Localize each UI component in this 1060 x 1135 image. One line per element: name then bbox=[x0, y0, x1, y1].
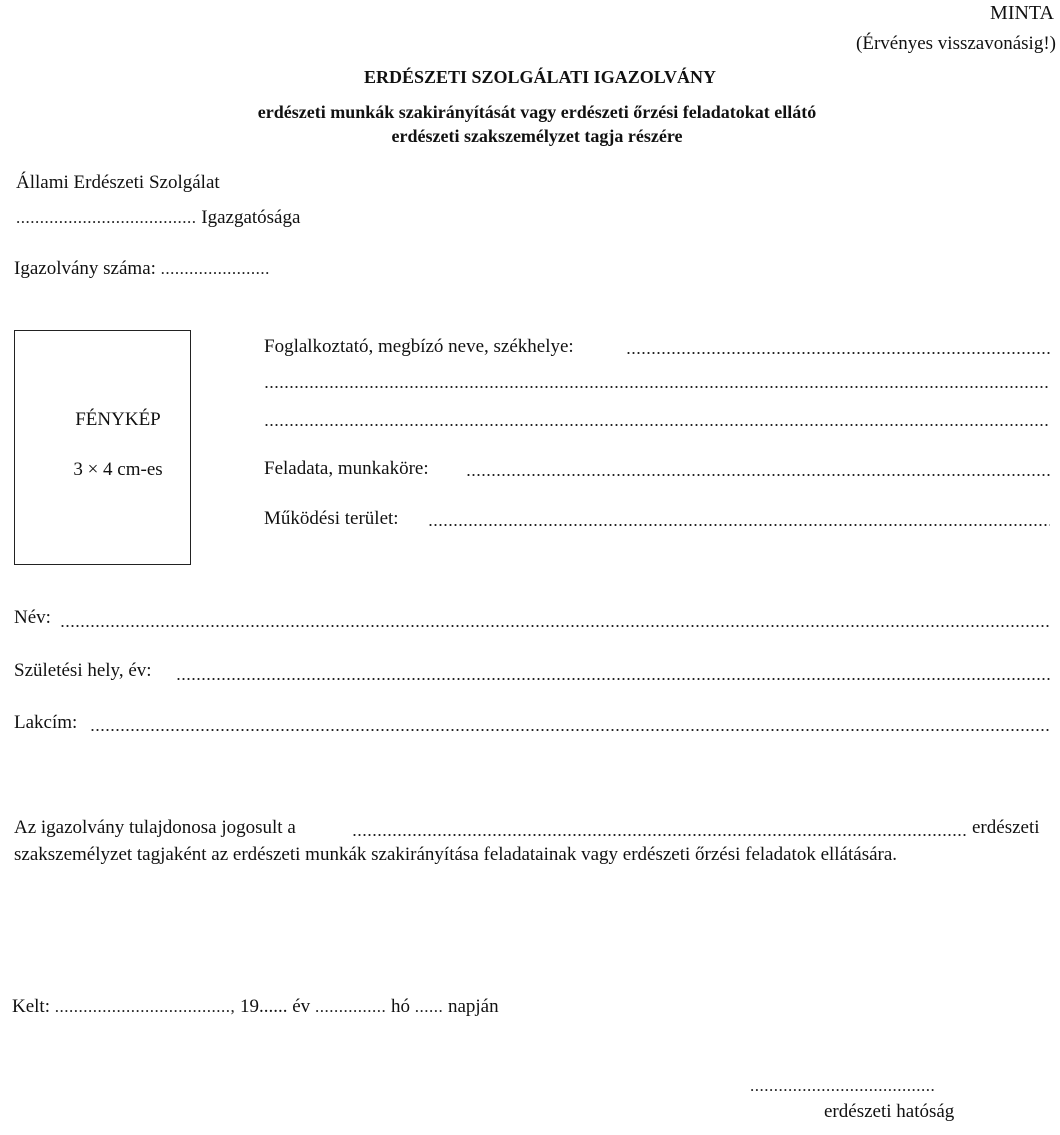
date-place-dots: ....................................., bbox=[54, 997, 236, 1016]
employer-dotline-3 bbox=[264, 424, 1050, 426]
document-title: ERDÉSZETI SZOLGÁLATI IGAZOLVÁNY bbox=[363, 67, 717, 87]
area-dotline bbox=[428, 524, 1050, 526]
directorate-dots: ...................................... bbox=[16, 208, 197, 227]
signature-authority: erdészeti hatóság bbox=[824, 1101, 955, 1122]
photo-label: FÉNYKÉP bbox=[75, 409, 161, 430]
employer-label: Foglalkoztató, megbízó neve, székhelye: bbox=[264, 336, 574, 357]
issuer-organization: Állami Erdészeti Szolgálat bbox=[16, 172, 220, 193]
name-dotline bbox=[60, 625, 1050, 627]
signature-dots: ....................................... bbox=[750, 1076, 936, 1095]
date-year-label: év bbox=[292, 996, 311, 1017]
document-subtitle-line1: erdészeti munkák szakirányítását vagy erdészeti őrzési feladatokat ellátó bbox=[257, 102, 817, 122]
photo-box bbox=[14, 330, 191, 565]
id-number-dots: ....................... bbox=[160, 259, 270, 278]
birth-label: Születési hely, év: bbox=[14, 660, 152, 681]
task-label: Feladata, munkaköre: bbox=[264, 458, 429, 479]
employer-dotline-1 bbox=[626, 352, 1050, 354]
birth-dotline bbox=[176, 678, 1050, 680]
validity-note: (Érvényes visszavonásig!) bbox=[856, 33, 1056, 54]
entitlement-start: Az igazolvány tulajdonosa jogosult a bbox=[14, 817, 296, 838]
date-day-dots: ...... bbox=[414, 997, 444, 1016]
date-year: 19...... bbox=[240, 996, 288, 1017]
directorate-suffix: Igazgatósága bbox=[201, 207, 301, 228]
entitlement-line2: szakszemélyzet tagjaként az erdészeti munkák szakirányítása feladatainak vagy erdészeti őrzési feladatok ellátására. bbox=[14, 844, 898, 865]
task-dotline bbox=[466, 474, 1050, 476]
directorate-line bbox=[16, 207, 300, 229]
date-day-label: napján bbox=[447, 996, 499, 1017]
document-subtitle-line2: erdészeti szakszemélyzet tagja részére bbox=[391, 126, 683, 146]
entitlement-dotline bbox=[352, 834, 966, 836]
address-label: Lakcím: bbox=[14, 712, 78, 733]
sample-label: MINTA bbox=[990, 2, 1054, 24]
employer-dotline-2 bbox=[264, 386, 1050, 388]
entitlement-end: erdészeti bbox=[972, 817, 1040, 838]
date-month-label: hó bbox=[390, 996, 410, 1017]
id-number-label: Igazolvány száma: bbox=[14, 258, 156, 279]
address-dotline bbox=[90, 729, 1050, 731]
photo-size: 3 × 4 cm-es bbox=[73, 459, 163, 480]
date-label: Kelt: bbox=[12, 996, 50, 1017]
area-label: Működési terület: bbox=[264, 508, 399, 529]
date-month-dots: ............... bbox=[314, 997, 387, 1016]
id-number-line bbox=[14, 258, 270, 280]
date-line bbox=[12, 996, 499, 1018]
name-label: Név: bbox=[14, 607, 51, 628]
